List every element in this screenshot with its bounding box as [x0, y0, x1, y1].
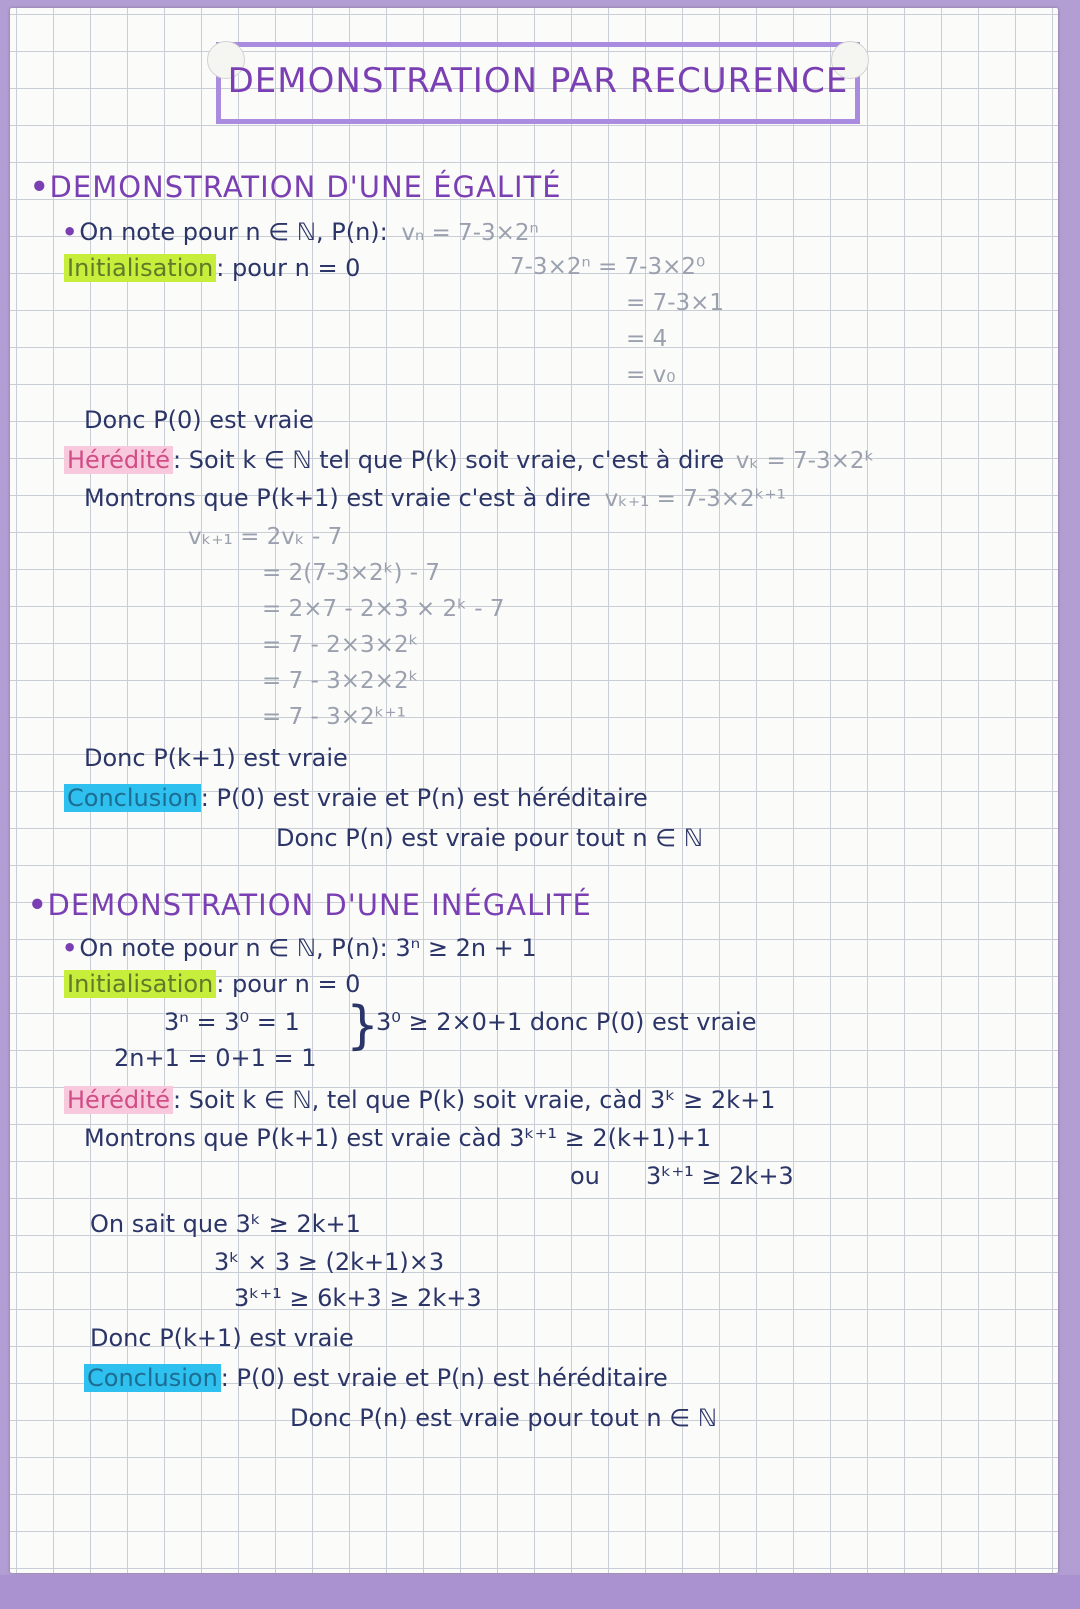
conclusion-label-2: Conclusion	[84, 1364, 221, 1392]
title-box	[216, 42, 860, 124]
bottom-border	[0, 1575, 1080, 1609]
section2-heredite: Hérédité : Soit k ∈ ℕ, tel que P(k) soit vraie, càd 3ᵏ ≥ 2k+1	[64, 1086, 775, 1114]
hered-conclusion: Donc P(k+1) est vraie	[84, 744, 348, 772]
init-calc-4: = v₀	[626, 362, 676, 388]
section1-show: Montrons que P(k+1) est vraie c'est à dire vₖ₊₁ = 7-3×2ᵏ⁺¹	[84, 484, 786, 512]
proof-line-3: 3ᵏ⁺¹ ≥ 6k+3 ≥ 2k+3	[234, 1284, 482, 1312]
calc-line-3: = 2×7 - 2×3 × 2ᵏ - 7	[262, 596, 505, 622]
section1-init: Initialisation : pour n = 0	[64, 254, 360, 282]
heredite-label-2: Hérédité	[64, 1086, 173, 1114]
calc-line-4: = 7 - 2×3×2ᵏ	[262, 632, 419, 658]
section1-heredite: Hérédité : Soit k ∈ ℕ tel que P(k) soit vraie, c'est à dire vₖ = 7-3×2ᵏ	[64, 446, 874, 474]
calc-line-5: = 7 - 3×2×2ᵏ	[262, 668, 419, 694]
section1-intro-formula: vₙ = 7-3×2ⁿ	[401, 220, 539, 246]
section2-heading: •DEMONSTRATION D'UNE INÉGALITÉ	[28, 888, 592, 922]
section1-conclusion: Conclusion : P(0) est vraie et P(n) est héréditaire	[64, 784, 648, 812]
show-or: ou	[570, 1162, 600, 1190]
show-alt: 3ᵏ⁺¹ ≥ 2k+3	[646, 1162, 794, 1190]
brace: }	[346, 996, 380, 1056]
init-calc-2: = 7-3×1	[626, 290, 725, 316]
initialisation-label: Initialisation	[64, 254, 216, 282]
proof-line-1: On sait que 3ᵏ ≥ 2k+1	[90, 1210, 361, 1238]
conclusion-label: Conclusion	[64, 784, 201, 812]
calc-line-2: = 2(7-3×2ᵏ) - 7	[262, 560, 440, 586]
section2-show: Montrons que P(k+1) est vraie càd 3ᵏ⁺¹ ≥ 2(k+1)+1	[84, 1124, 712, 1152]
calc-line-6: = 7 - 3×2ᵏ⁺¹	[262, 704, 406, 730]
section2-intro: •On note pour n ∈ ℕ, P(n): 3ⁿ ≥ 2n + 1	[62, 934, 537, 962]
page-title: DEMONSTRATION PAR RECURENCE	[227, 61, 849, 101]
heredite-label: Hérédité	[64, 446, 173, 474]
section2-init: Initialisation : pour n = 0	[64, 970, 360, 998]
section1-conclusion-2: Donc P(n) est vraie pour tout n ∈ ℕ	[276, 824, 703, 852]
init2-line1: 3ⁿ = 3⁰ = 1	[164, 1008, 300, 1036]
init2-result: 3⁰ ≥ 2×0+1 donc P(0) est vraie	[376, 1008, 757, 1036]
init-calc-3: = 4	[626, 326, 668, 352]
init-conclusion: Donc P(0) est vraie	[84, 406, 314, 434]
init2-line2: 2n+1 = 0+1 = 1	[114, 1044, 317, 1072]
initialisation-label-2: Initialisation	[64, 970, 216, 998]
section2-conclusion-2: Donc P(n) est vraie pour tout n ∈ ℕ	[290, 1404, 717, 1432]
section1-intro: •On note pour n ∈ ℕ, P(n): vₙ = 7-3×2ⁿ	[62, 218, 539, 246]
proof-line-2: 3ᵏ × 3 ≥ (2k+1)×3	[214, 1248, 445, 1276]
section1-heading: •DEMONSTRATION D'UNE ÉGALITÉ	[30, 170, 562, 204]
init-calc-1: 7-3×2ⁿ = 7-3×2⁰	[510, 254, 706, 280]
hered2-conclusion: Donc P(k+1) est vraie	[90, 1324, 354, 1352]
section2-conclusion: Conclusion : P(0) est vraie et P(n) est héréditaire	[84, 1364, 668, 1392]
calc-line-1: vₖ₊₁ = 2vₖ - 7	[188, 524, 343, 550]
